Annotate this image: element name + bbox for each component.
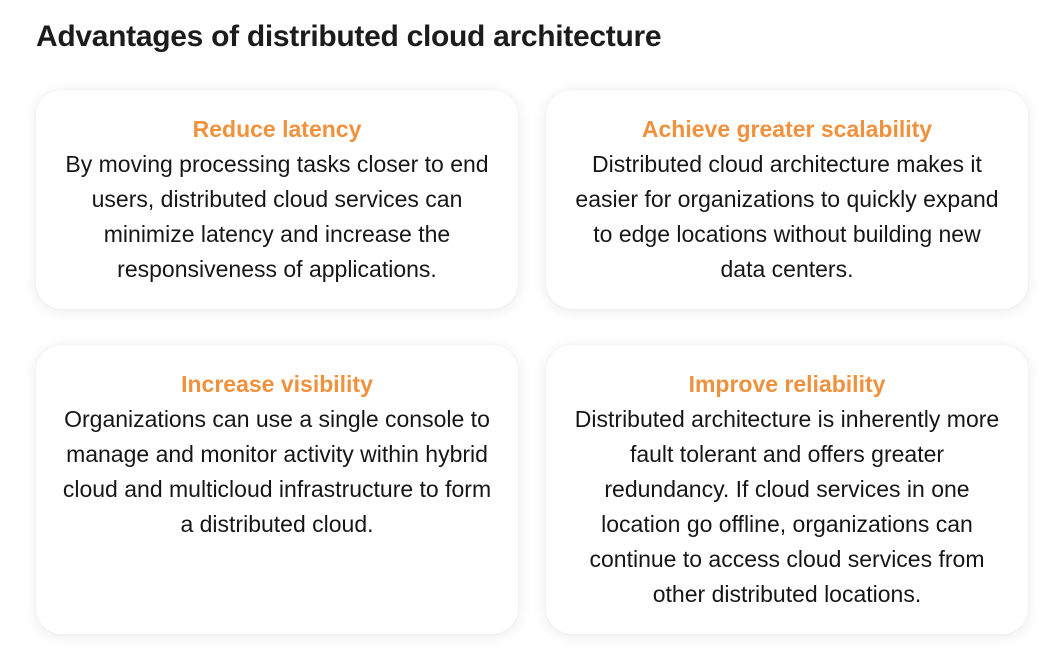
page-title: Advantages of distributed cloud architecture [36, 20, 662, 53]
card-reduce-latency [36, 90, 518, 309]
card-body: Distributed cloud architecture makes it easier for organizations to quickly expand to edge locations without building new data centers. [575, 151, 999, 282]
cards-grid [36, 90, 1028, 634]
card-improve-reliability [546, 345, 1028, 634]
card-body: Organizations can use a single console to manage and monitor activity within hybrid cloud and multicloud infrastructure to form a distributed cloud. [62, 406, 492, 537]
card-heading: Increase visibility [181, 371, 373, 397]
card-body: By moving processing tasks closer to end users, distributed cloud services can minimize latency and increase the responsiveness of applications. [65, 151, 489, 282]
card-heading: Reduce latency [192, 116, 362, 142]
card-achieve-greater-scalability [546, 90, 1028, 309]
card-increase-visibility [36, 345, 518, 634]
card-heading: Achieve greater scalability [641, 116, 933, 142]
card-body: Distributed architecture is inherently more fault tolerant and offers greater redundancy. If cloud services in one location go offline, organizations can continue to access cloud services from other distributed locations. [574, 406, 1000, 607]
card-heading: Improve reliability [688, 371, 886, 397]
